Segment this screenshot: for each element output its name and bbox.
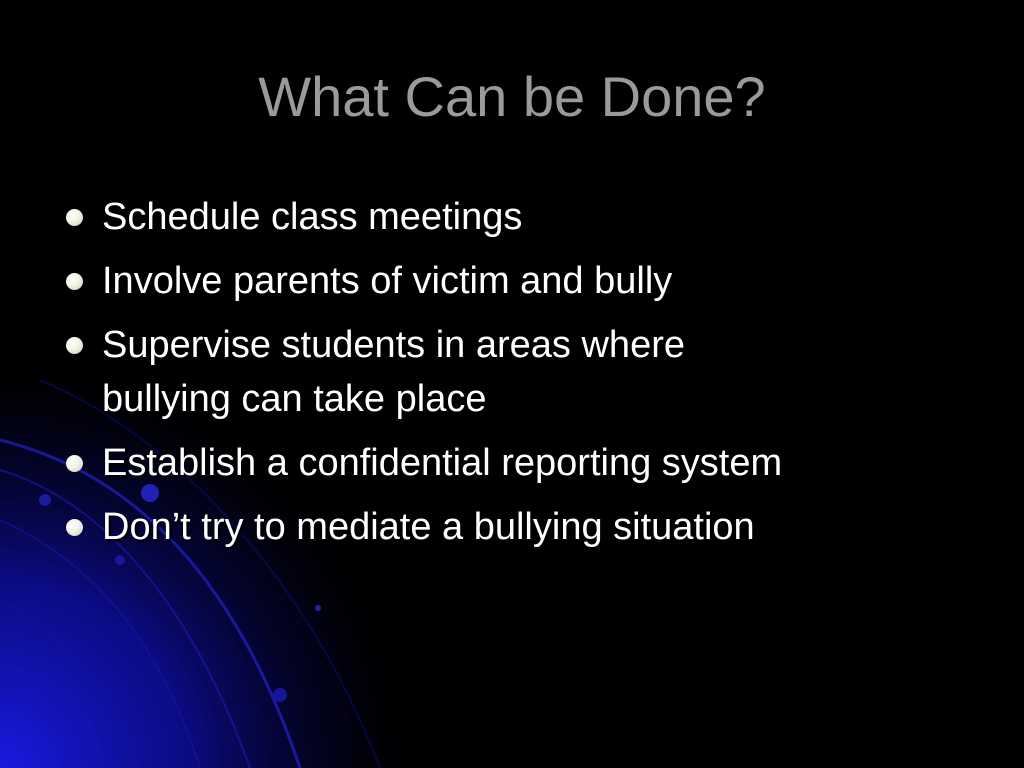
bullet-dot-icon <box>66 337 83 354</box>
bullet-list <box>62 190 962 564</box>
list-item <box>62 190 962 244</box>
bullet-text: Schedule class meetings <box>102 196 523 238</box>
bullet-text: Supervise students in areas where bullying can take place <box>102 324 685 420</box>
list-item <box>62 436 962 490</box>
bullet-text: Don’t try to mediate a bullying situation <box>102 506 755 548</box>
bullet-text: Involve parents of victim and bully <box>102 260 673 302</box>
bullet-dot-icon <box>66 209 83 226</box>
bullet-text: Establish a confidential reporting system <box>102 442 783 484</box>
bullet-dot-icon <box>66 519 83 536</box>
bullet-dot-icon <box>66 455 83 472</box>
bullet-dot-icon <box>66 273 83 290</box>
slide-title: What Can be Done? <box>258 65 766 128</box>
list-item <box>62 318 822 426</box>
list-item <box>62 254 962 308</box>
list-item <box>62 500 962 554</box>
